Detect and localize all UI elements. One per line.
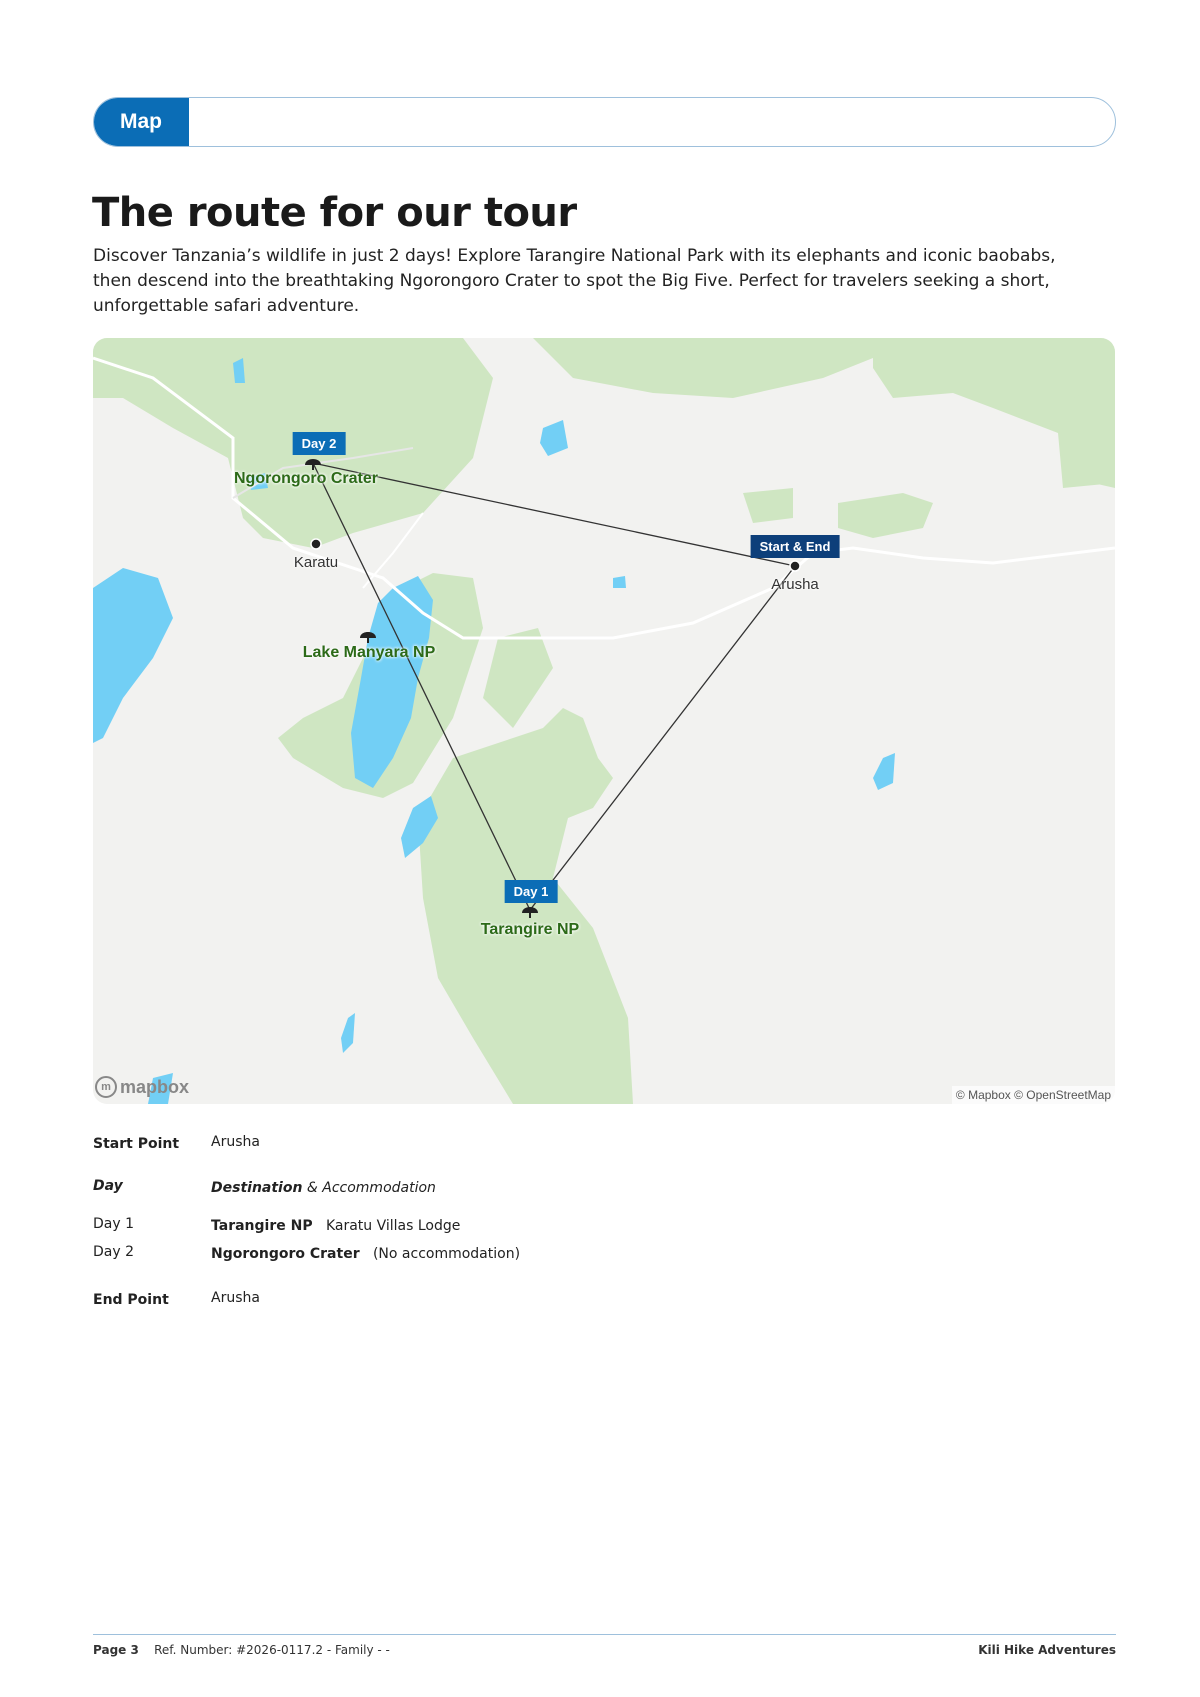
footer-divider <box>93 1634 1116 1635</box>
page-number: Page 3 <box>93 1643 139 1657</box>
mapbox-logo[interactable] <box>95 1076 189 1098</box>
tarangire-park-area <box>418 708 633 1104</box>
small-lake-5 <box>613 576 626 588</box>
mapbox-icon: m <box>95 1076 117 1098</box>
intro-text: Discover Tanzania’s wildlife in just 2 days! Explore Tarangire National Park with its elephants and iconic baobabs, then descend into the breathtaking Ngorongoro Crater to spot the Big Five. Perfect for travelers seeking a short, unforgettable safari adventure. <box>93 246 1056 316</box>
mapbox-wordmark: mapbox <box>120 1076 190 1097</box>
destination-column-header <box>211 1180 436 1196</box>
destination-header-bold: Destination <box>211 1180 303 1196</box>
day-column-header: Day <box>93 1178 123 1194</box>
small-lake-2 <box>540 420 568 456</box>
meru-green-area <box>838 493 933 538</box>
day1-label: Day 1 <box>93 1216 135 1232</box>
day2-label: Day 2 <box>93 1244 135 1260</box>
day1-detail <box>211 1218 460 1234</box>
manyara-label: Lake Manyara NP <box>302 644 436 661</box>
start-end-tag: Start & End <box>751 535 840 558</box>
small-lake-7 <box>341 1013 355 1053</box>
map-attribution[interactable]: © Mapbox © OpenStreetMap <box>952 1086 1115 1104</box>
page-title: The route for our tour <box>92 190 577 236</box>
day2-detail <box>211 1246 520 1262</box>
day1-tag: Day 1 <box>505 880 558 903</box>
ngorongoro-label: Ngorongoro Crater <box>234 470 378 487</box>
tarangire-label: Tarangire NP <box>480 921 580 938</box>
day2-tag: Day 2 <box>293 432 346 455</box>
map-canvas <box>93 338 1115 1104</box>
lake-eyasi <box>93 568 173 743</box>
reference-number: Ref. Number: #2026-0117.2 - Family - - <box>154 1643 390 1657</box>
karatu-label: Karatu <box>293 554 339 571</box>
company-name: Kili Hike Adventures <box>978 1643 1116 1657</box>
day2-accommodation: (No accommodation) <box>372 1246 521 1262</box>
day2-destination: Ngorongoro Crater <box>211 1246 360 1262</box>
section-header-bar <box>93 97 1116 147</box>
route-map[interactable] <box>93 338 1115 1104</box>
karatu-marker <box>311 539 321 549</box>
arusha-marker <box>790 561 800 571</box>
end-point-value: Arusha <box>211 1290 260 1306</box>
arusha-label: Arusha <box>771 576 819 593</box>
end-point-label: End Point <box>93 1292 169 1308</box>
section-label: Map <box>93 97 189 147</box>
north-park-area <box>533 338 873 398</box>
day1-destination: Tarangire NP <box>211 1218 313 1234</box>
start-point-label: Start Point <box>93 1136 180 1152</box>
day1-accommodation: Karatu Villas Lodge <box>325 1218 461 1234</box>
kili-foothills-area <box>743 488 793 523</box>
small-lake-6 <box>873 753 895 790</box>
destination-header-rest: & Accommodation <box>306 1180 436 1196</box>
corridor-park-area <box>483 628 553 728</box>
start-point-value: Arusha <box>211 1134 260 1150</box>
footer-left <box>93 1643 390 1657</box>
